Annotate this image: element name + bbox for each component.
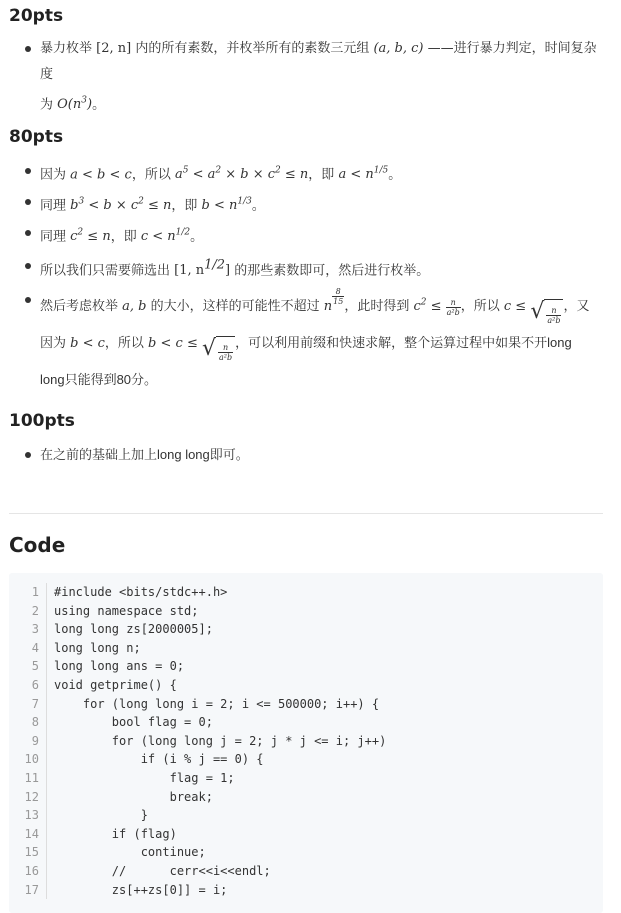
math-range: [2, n]: [96, 41, 132, 56]
heading-20pts: 20pts: [9, 6, 64, 26]
line-number: 13: [24, 808, 39, 823]
code-line: for (long long i = 2; i <= 500000; i++) {: [54, 696, 380, 711]
code-line: #include <bits/stdc++.h>: [54, 585, 228, 599]
line-number: 17: [24, 882, 39, 897]
code-line: flag = 1;: [54, 770, 235, 785]
code-block[interactable]: [9, 573, 603, 913]
text: 暴力枚举: [40, 41, 97, 56]
line-number: 9: [31, 733, 39, 748]
math-fraction: $\frac{n}{\text{a²b}}$: [446, 298, 460, 317]
list-item-100pts: 在之前的基础上加上long long即可。: [40, 442, 607, 469]
line-number: 10: [24, 752, 39, 767]
line-number: 1: [31, 585, 39, 599]
line-number: 14: [24, 826, 39, 841]
code-line: for (long long j = 2; j * j <= i; j++): [54, 733, 387, 748]
line-number: 15: [24, 845, 39, 860]
list-item-20pts-brute-force: [40, 36, 607, 118]
list-item-80pts-c-bound: 同理 $c^2 \le n$，即 $c < n^{1/2}$。: [40, 220, 607, 250]
code-line: break;: [54, 789, 213, 804]
heading-code: Code: [9, 533, 66, 557]
text: 。: [92, 97, 106, 113]
math-sqrt: √ $\frac{n}{\text{a²b}}$: [202, 336, 235, 366]
line-number: 12: [24, 789, 39, 804]
text: 为: [40, 97, 58, 113]
line-number: 3: [31, 622, 39, 637]
line-number: 16: [24, 863, 39, 878]
code-line: }: [54, 808, 148, 823]
list-item-80pts-b-bound: 同理 $b^3 < b \times c^2 \le n$，即 $b < n^{1/3}$。: [40, 189, 607, 219]
code-lines: [54, 583, 386, 899]
line-number: 8: [31, 715, 39, 730]
line-number: 2: [31, 603, 39, 618]
math-complexity: $O(n^3)$: [57, 96, 93, 113]
line-number: 7: [31, 696, 39, 711]
heading-100pts: 100pts: [9, 411, 75, 431]
heading-80pts: 80pts: [9, 127, 64, 147]
code-line: long long ans = 0;: [54, 659, 185, 674]
list-item-80pts-enumerate: 然后考虑枚举 a, b 的大小，这样的可能性不超过 n $\frac{8}{15}$ ，此时得到 $c^2$ ≤ $\frac{n}{\text{a²b}}$ ，所以 c ≤ √ $\frac{n}{\text{a²b}}$ ，又 因为 b < c，所以 b < c ≤ √ $\frac{n}{\text{a²b}}$ ，可以利用前缀和快速求解，整个运算过程中如果不开long long只能得到80分。: [40, 287, 607, 395]
list-item-80pts-sieve: 所以我们只需要筛选出 [1, $n^{1/2}$] 的那些素数即可，然后进行枚举。: [40, 253, 607, 284]
line-number: 11: [24, 770, 39, 785]
list-item-80pts-a-bound: 因为 a < b < c，所以 $a^5 < a^2 \times b \times c^2 \le n$，即 $a < n^{1/5}$。: [40, 158, 607, 188]
math-triple: (a, b, c): [373, 41, 424, 56]
code-line: if (i % j == 0) {: [54, 752, 264, 767]
line-number: 4: [31, 640, 39, 655]
code-line: // cerr<<i<<endl;: [54, 863, 271, 878]
code-line: if (flag): [54, 826, 177, 841]
code-line: long long zs[2000005];: [54, 622, 213, 637]
line-number: 5: [31, 659, 39, 674]
divider: [9, 513, 603, 514]
code-line: long long n;: [54, 640, 141, 655]
code-line: zs[++zs[0]] = i;: [54, 882, 228, 897]
line-number: 6: [31, 677, 39, 692]
code-line: bool flag = 0;: [54, 715, 213, 730]
text: 内的所有素数，并枚举所有的素数三元组: [131, 41, 374, 56]
math-sqrt: √ $\frac{n}{\text{a²b}}$: [530, 299, 563, 329]
code-line: using namespace std;: [54, 603, 199, 618]
text: ——进行暴力判定，时间复杂度: [40, 41, 597, 82]
code-line: continue;: [54, 845, 206, 860]
math-inequality: $a^5 < a^2 \times b \times c^2 \le n$: [174, 166, 309, 183]
code-line: void getprime() {: [54, 677, 177, 692]
line-numbers: [9, 583, 47, 899]
